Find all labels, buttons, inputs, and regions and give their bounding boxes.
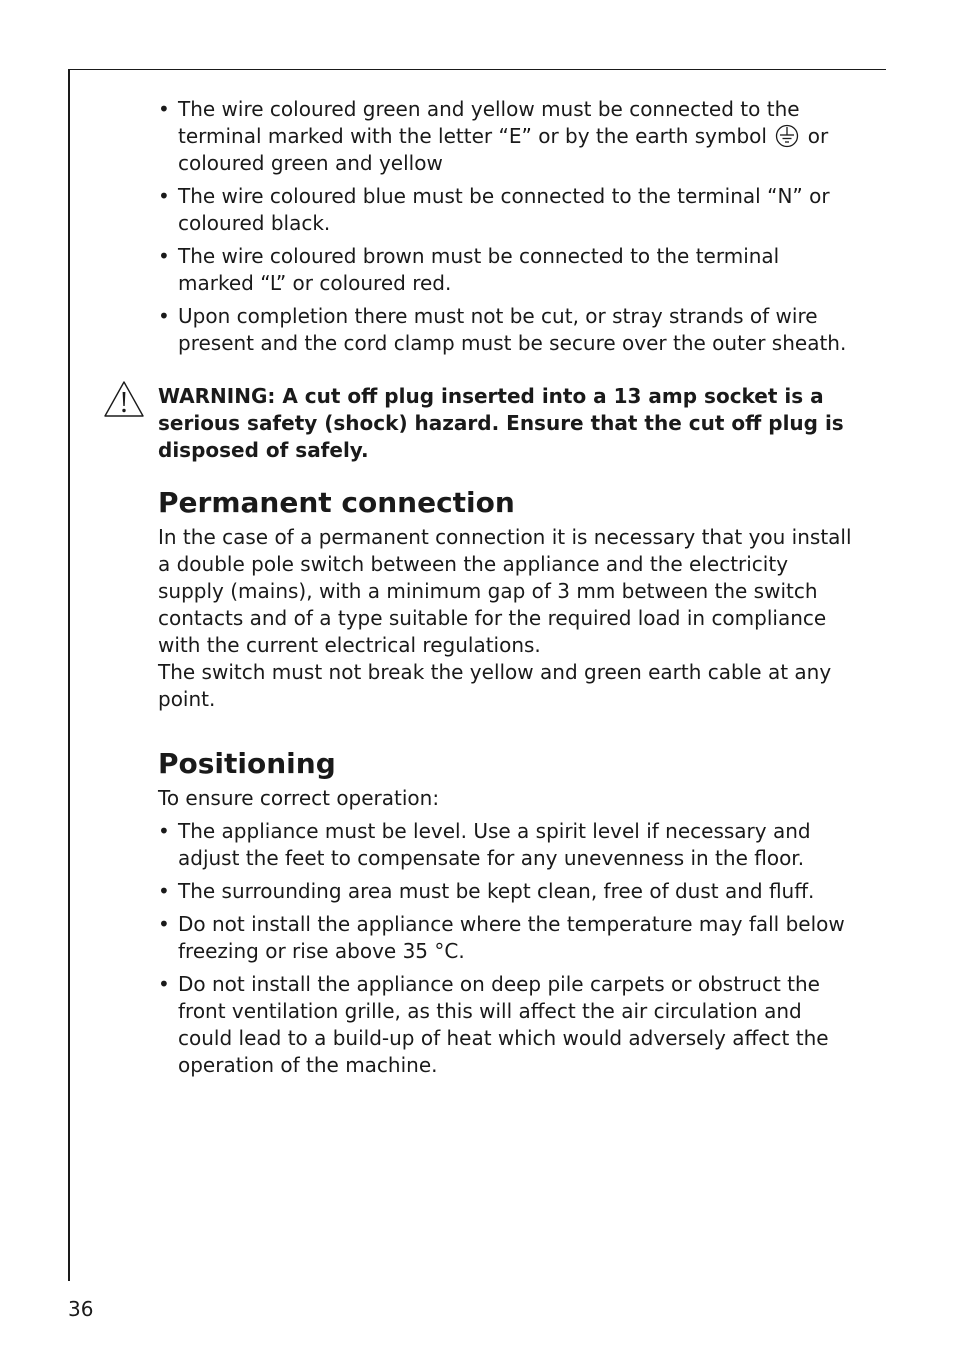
list-item-text: The appliance must be level. Use a spirit level if necessary and adjust the feet to compensate for any unevenness in the floor.: [178, 819, 811, 870]
paragraph: The switch must not break the yellow and green earth cable at any point.: [158, 660, 832, 711]
spacer: [158, 713, 858, 747]
list-item: [158, 303, 858, 357]
list-item-text: Do not install the appliance where the temperature may fall below freezing or rise above 35 °C.: [178, 912, 845, 963]
list-item-text: The wire coloured green and yellow must be connected to the terminal marked with the letter “E” or by the earth symbol: [178, 97, 800, 148]
list-item: [158, 243, 858, 297]
top-rule: [68, 69, 886, 70]
bullet-dot: •: [158, 244, 170, 268]
bullet-dot: •: [158, 819, 170, 843]
list-item: [158, 818, 858, 872]
paragraph: To ensure correct operation:: [158, 786, 440, 810]
list-item: [158, 878, 858, 905]
list-item: [158, 96, 858, 177]
list-item-text: The wire coloured brown must be connected to the terminal marked “L” or coloured red.: [178, 244, 780, 295]
warning-block: [158, 383, 858, 464]
list-item: [158, 183, 858, 237]
section-heading-positioning: Positioning: [158, 747, 336, 780]
wiring-list: [158, 96, 858, 357]
list-item-text: Do not install the appliance on deep pile carpets or obstruct the front ventilation grille, as this will affect the air circulation and could lead to a build-up of heat which would adversely affect the operation of the machine.: [178, 972, 829, 1077]
bullet-dot: •: [158, 97, 170, 121]
bullet-dot: •: [158, 184, 170, 208]
page-content: [158, 96, 858, 1085]
warning-triangle-icon: [102, 379, 146, 419]
bullet-dot: •: [158, 912, 170, 936]
bullet-dot: •: [158, 972, 170, 996]
bullet-dot: •: [158, 304, 170, 328]
list-item-text: The wire coloured blue must be connected to the terminal “N” or coloured black.: [178, 184, 830, 235]
page-number: 36: [68, 1297, 94, 1321]
list-item-text: The surrounding area must be kept clean, free of dust and fluff.: [178, 879, 815, 903]
bullet-dot: •: [158, 879, 170, 903]
left-rule: [68, 69, 70, 1281]
earth-symbol-icon: [775, 124, 799, 148]
list-item-text: or coloured green and yellow: [178, 124, 829, 175]
section-heading-permanent-connection: Permanent connection: [158, 486, 515, 519]
positioning-list: [158, 818, 858, 1079]
warning-text: WARNING: A cut off plug inserted into a 13 amp socket is a serious safety (shock) hazard. Ensure that the cut off plug is disposed of safely.: [158, 384, 844, 462]
list-item: [158, 971, 858, 1079]
paragraph: In the case of a permanent connection it is necessary that you install a double pole switch between the appliance and the electricity supply (mains), with a minimum gap of 3 mm between the switch contacts and of a type suitable for the required load in compliance with the current electrical regulations.: [158, 525, 852, 657]
list-item-text: Upon completion there must not be cut, or stray strands of wire present and the cord clamp must be secure over the outer sheath.: [178, 304, 847, 355]
list-item: [158, 911, 858, 965]
